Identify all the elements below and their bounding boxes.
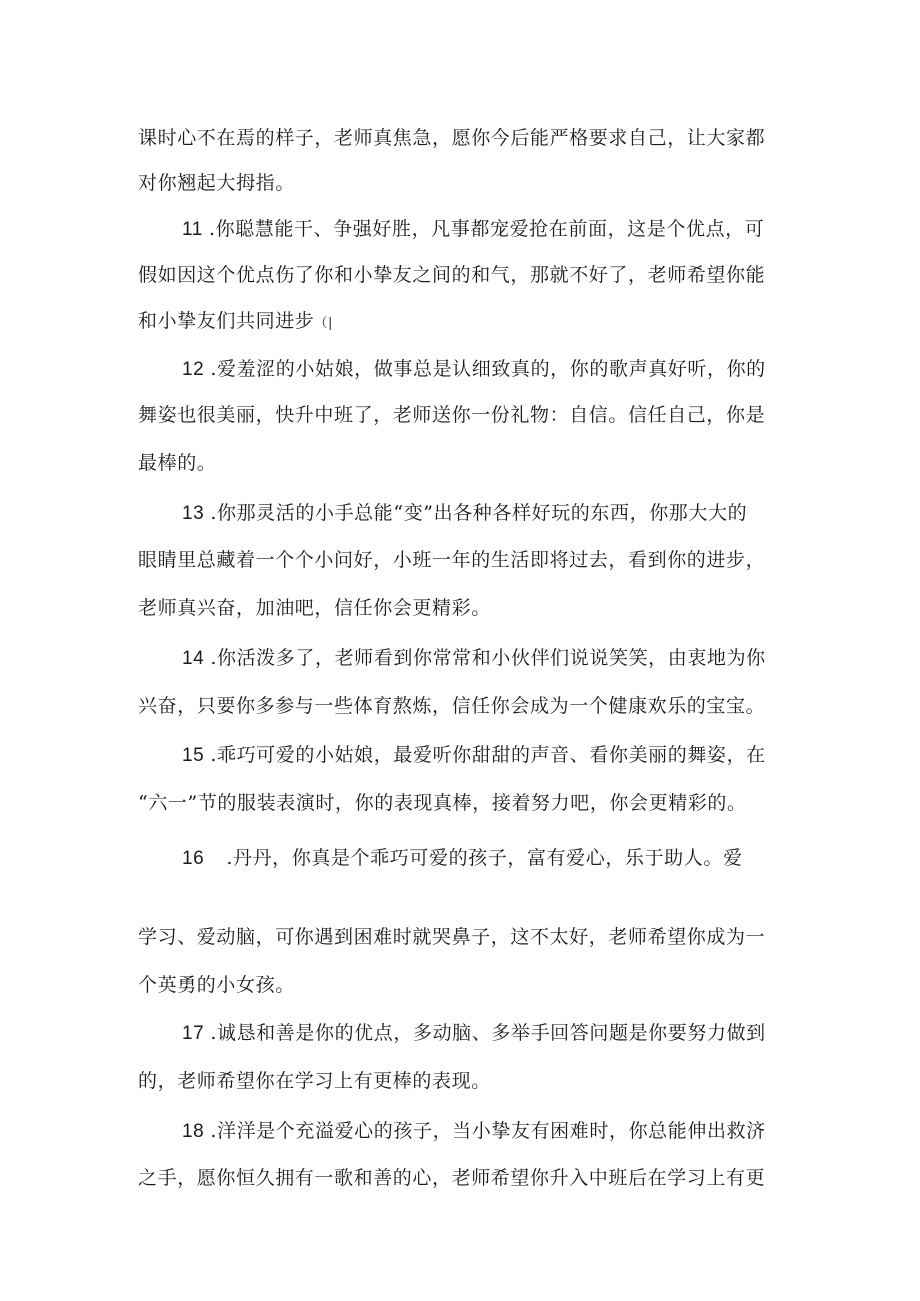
paragraph-12-line-2: 舞姿也很美丽，快升中班了，老师送你一份礼物：自信。信任自己，你是 — [138, 404, 766, 426]
paragraph-text: .你聪慧能干、争强好胜，凡事都宠爱抢在前面，这是个优点，可 — [208, 218, 765, 240]
paragraph-13-line-2: 眼睛里总藏着一个个小问好，小班一年的生活即将过去，看到你的进步， — [138, 549, 766, 571]
paragraph-number: 17 — [182, 1023, 205, 1044]
intro-line-2: 对你翘起大拇指。 — [138, 172, 295, 194]
paragraph-11-line-3 — [138, 309, 788, 336]
paragraph-11-line-2: 假如因这个优点伤了你和小挚友之间的和气，那就不好了，老师希望你能 — [138, 264, 766, 286]
paragraph-16-line-2: 学习、爱动脑，可你遇到困难时就哭鼻子，这不太好，老师希望你成为一 — [138, 926, 766, 948]
paragraph-number: 14 — [182, 648, 205, 669]
paragraph-16-line-1 — [182, 846, 832, 871]
paragraph-16-line-3: 个英勇的小女孩。 — [138, 974, 295, 996]
paragraph-number: 13 — [182, 503, 205, 524]
paragraph-number: 15 — [182, 745, 205, 766]
paragraph-18-line-1 — [182, 1119, 832, 1144]
paragraph-14-line-2: 兴奋，只要你多参与一些体育熬炼，信任你会成为一个健康欢乐的宝宝。 — [138, 695, 766, 717]
paragraph-tail-mark: （| — [314, 316, 333, 331]
paragraph-number: 11 — [182, 219, 203, 240]
paragraph-number: 18 — [182, 1121, 205, 1142]
paragraph-15-line-1 — [182, 743, 832, 768]
paragraph-11-line-1 — [182, 217, 832, 242]
paragraph-text: .诚恳和善是你的优点，多动脑、多举手回答问题是你要努力做到 — [210, 1022, 766, 1044]
paragraph-number: 16 — [182, 848, 205, 869]
paragraph-text: 和小挚友们共同进步 — [138, 310, 315, 332]
paragraph-number: 12 — [182, 359, 205, 380]
paragraph-text: .乖巧可爱的小姑娘，最爱听你甜甜的声音、看你美丽的舞姿，在 — [210, 744, 766, 766]
paragraph-text: .你那灵活的小手总能“变”出各种各样好玩的东西，你那大大的 — [210, 502, 748, 524]
paragraph-12-line-3: 最棒的。 — [138, 452, 217, 474]
paragraph-13-line-1 — [182, 501, 832, 526]
paragraph-12-line-1 — [182, 357, 832, 382]
paragraph-text: .洋洋是个充溢爱心的孩子，当小挚友有困难时，你总能伸出救济 — [210, 1120, 766, 1142]
paragraph-text: .爱羞涩的小姑娘，做事总是认细致真的，你的歌声真好听，你的 — [210, 358, 766, 380]
paragraph-text: .你活泼多了，老师看到你常常和小伙伴们说说笑笑，由衷地为你 — [210, 647, 766, 669]
paragraph-text: .丹丹，你真是个乖巧可爱的孩子，富有爱心，乐于助人。爱 — [226, 847, 743, 869]
paragraph-17-line-1 — [182, 1021, 832, 1046]
paragraph-13-line-3: 老师真兴奋，加油吧，信任你会更精彩。 — [138, 597, 491, 619]
paragraph-17-line-2: 的，老师希望你在学习上有更棒的表现。 — [138, 1070, 491, 1092]
intro-line-1: 课时心不在焉的样子，老师真焦急，愿你今后能严格要求自己，让大家都 — [138, 127, 766, 149]
paragraph-14-line-1 — [182, 646, 832, 671]
paragraph-18-line-2: 之手，愿你恒久拥有一歌和善的心，老师希望你升入中班后在学习上有更 — [138, 1167, 766, 1189]
paragraph-15-line-2: “六一”节的服装表演时，你的表现真棒，接着努力吧，你会更精彩的。 — [138, 792, 747, 814]
